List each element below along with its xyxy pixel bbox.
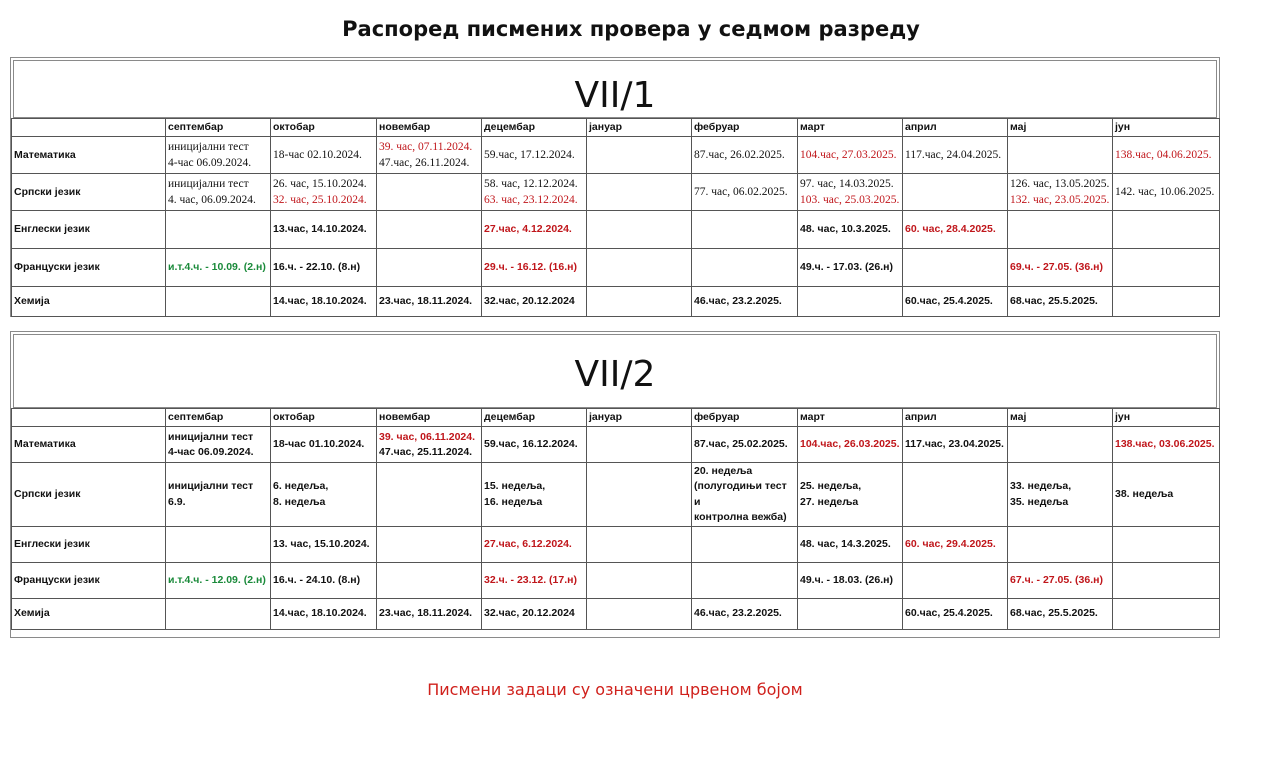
schedule-table	[11, 118, 1220, 317]
schedule-cell	[271, 211, 377, 249]
schedule-cell	[377, 174, 482, 211]
test-entry: иницијални тест	[168, 177, 249, 190]
subject-name: Хемија	[12, 287, 166, 317]
test-entry: 60.час, 25.4.2025.	[905, 607, 993, 620]
schedule-cell	[903, 427, 1008, 463]
test-entry: 4-час 06.09.2024.	[168, 445, 254, 458]
written-task-entry: 27.час, 4.12.2024.	[484, 223, 572, 236]
written-task-entry: 39. час, 07.11.2024.	[379, 140, 473, 153]
schedule-table	[11, 408, 1220, 630]
class-schedule-block	[10, 331, 1220, 638]
schedule-cell	[1008, 174, 1113, 211]
schedule-cell	[692, 249, 798, 287]
schedule-cell	[903, 137, 1008, 174]
schedule-cell	[1113, 211, 1220, 249]
month-header: децембар	[482, 409, 587, 427]
schedule-cell	[1113, 427, 1220, 463]
schedule-cell	[587, 211, 692, 249]
subject-name: Енглески језик	[12, 527, 166, 563]
subject-name: Српски језик	[12, 174, 166, 211]
schedule-cell	[1008, 137, 1113, 174]
schedule-cell	[692, 211, 798, 249]
test-entry: 48. час, 10.3.2025.	[800, 223, 891, 236]
test-entry: 4-час 06.09.2024.	[168, 157, 252, 170]
written-task-entry: 69.ч. - 27.05. (36.н)	[1010, 261, 1103, 274]
schedule-cell	[482, 427, 587, 463]
subject-row	[12, 287, 1220, 317]
schedule-cell	[166, 249, 271, 287]
written-task-entry: 29.ч. - 16.12. (16.н)	[484, 261, 577, 274]
schedule-cell	[271, 287, 377, 317]
test-entry: 117.час, 24.04.2025.	[905, 148, 1002, 161]
schedule-cell	[482, 599, 587, 630]
test-entry: 8. недеља	[273, 495, 326, 508]
schedule-cell	[1113, 249, 1220, 287]
schedule-cell	[166, 287, 271, 317]
subject-header-cell	[12, 409, 166, 427]
month-header: јун	[1113, 119, 1220, 137]
schedule-cell	[482, 287, 587, 317]
subject-row	[12, 137, 1220, 174]
schedule-cell	[377, 211, 482, 249]
test-entry: 25. недеља,	[800, 480, 862, 493]
subject-name: Математика	[12, 427, 166, 463]
month-header-row	[12, 119, 1220, 137]
schedule-cell	[1113, 599, 1220, 630]
schedule-cell	[166, 137, 271, 174]
month-header: септембар	[166, 119, 271, 137]
schedule-cell	[377, 599, 482, 630]
test-entry: 27. недеља	[800, 495, 859, 508]
test-entry: 47.час, 26.11.2024.	[379, 157, 470, 170]
test-entry: 47.час, 25.11.2024.	[379, 445, 473, 458]
schedule-cell	[587, 527, 692, 563]
schedule-cell	[482, 211, 587, 249]
schedule-cell	[1113, 174, 1220, 211]
schedule-cell	[587, 137, 692, 174]
test-entry: 16. недеља	[484, 495, 543, 508]
month-header: новембар	[377, 409, 482, 427]
test-entry: 14.час, 18.10.2024.	[273, 607, 367, 620]
subject-name: Енглески језик	[12, 211, 166, 249]
subject-header-cell	[12, 119, 166, 137]
schedule-cell	[798, 211, 903, 249]
schedule-cell	[1008, 563, 1113, 599]
legend-note: Писмени задаци су означени црвеном бојом	[427, 680, 803, 699]
test-entry: 48. час, 14.3.2025.	[800, 537, 891, 550]
schedule-cell	[166, 599, 271, 630]
subject-row	[12, 174, 1220, 211]
schedule-cell	[692, 427, 798, 463]
schedule-cell	[903, 463, 1008, 527]
schedule-cell	[1008, 427, 1113, 463]
schedule-cell	[798, 427, 903, 463]
test-entry: 46.час, 23.2.2025.	[694, 295, 782, 308]
test-entry: 38. недеља	[1115, 488, 1174, 501]
schedule-cell	[482, 527, 587, 563]
schedule-cell	[903, 211, 1008, 249]
subject-row	[12, 427, 1220, 463]
schedule-cell	[798, 599, 903, 630]
schedule-cell	[1008, 287, 1113, 317]
written-task-entry: 32.ч. - 23.12. (17.н)	[484, 573, 577, 586]
month-header: јун	[1113, 409, 1220, 427]
schedule-cell	[271, 563, 377, 599]
schedule-cell	[903, 563, 1008, 599]
schedule-cell	[166, 174, 271, 211]
month-header: септембар	[166, 409, 271, 427]
schedule-cell	[377, 427, 482, 463]
schedule-cell	[377, 463, 482, 527]
schedule-cell	[587, 249, 692, 287]
subject-row	[12, 249, 1220, 287]
schedule-cell	[903, 174, 1008, 211]
test-entry: 14.час, 18.10.2024.	[273, 295, 367, 308]
schedule-cell	[166, 427, 271, 463]
schedule-cell	[798, 563, 903, 599]
schedule-cell	[482, 563, 587, 599]
month-header: мај	[1008, 409, 1113, 427]
test-entry: 15. недеља,	[484, 480, 546, 493]
written-task-entry: 138.час, 04.06.2025.	[1115, 148, 1212, 161]
test-entry: 87.час, 25.02.2025.	[694, 438, 788, 451]
written-task-entry: 138.час, 03.06.2025.	[1115, 438, 1215, 451]
subject-row	[12, 463, 1220, 527]
schedule-cell	[692, 527, 798, 563]
test-entry: 59.час, 17.12.2024.	[484, 148, 575, 161]
month-header: март	[798, 119, 903, 137]
test-entry: 97. час, 14.03.2025.	[800, 177, 894, 190]
test-entry: 4. час, 06.09.2024.	[168, 194, 256, 207]
subject-name: Хемија	[12, 599, 166, 630]
subject-row	[12, 563, 1220, 599]
schedule-cell	[166, 463, 271, 527]
schedule-cell	[1008, 463, 1113, 527]
written-task-entry: 132. час, 23.05.2025.	[1010, 194, 1110, 207]
schedule-cell	[377, 287, 482, 317]
test-entry: 77. час, 06.02.2025.	[694, 185, 788, 198]
subject-row	[12, 211, 1220, 249]
schedule-cell	[692, 463, 798, 527]
test-entry: иницијални тест	[168, 430, 254, 443]
schedule-cell	[798, 463, 903, 527]
written-task-entry: 103. час, 25.03.2025.	[800, 194, 900, 207]
schedule-cell	[587, 427, 692, 463]
subject-name: Француски језик	[12, 563, 166, 599]
schedule-cell	[377, 137, 482, 174]
month-header: јануар	[587, 409, 692, 427]
schedule-cell	[166, 527, 271, 563]
page-title: Распоред писмених провера у седмом разреду	[342, 17, 920, 41]
schedule-cell	[377, 527, 482, 563]
test-entry: 18-час 02.10.2024.	[273, 148, 362, 161]
schedule-cell	[1008, 211, 1113, 249]
month-header: мај	[1008, 119, 1113, 137]
test-entry: 23.час, 18.11.2024.	[379, 607, 473, 620]
month-header-row	[12, 409, 1220, 427]
test-entry: 16.ч. - 22.10. (8.н)	[273, 261, 361, 274]
schedule-cell	[1113, 463, 1220, 527]
test-entry: 60.час, 25.4.2025.	[905, 295, 993, 308]
schedule-cell	[692, 174, 798, 211]
test-entry: 87.час, 26.02.2025.	[694, 148, 785, 161]
schedule-cell	[587, 599, 692, 630]
class-schedule-block	[10, 57, 1220, 317]
schedule-cell	[587, 563, 692, 599]
schedule-cell	[1008, 527, 1113, 563]
month-header: октобар	[271, 409, 377, 427]
schedule-cell	[166, 211, 271, 249]
schedule-cell	[271, 527, 377, 563]
test-entry: 46.час, 23.2.2025.	[694, 607, 782, 620]
schedule-cell	[587, 287, 692, 317]
test-entry: 58. час, 12.12.2024.	[484, 177, 578, 190]
test-entry: 32.час, 20.12.2024	[484, 607, 575, 620]
schedule-cell	[166, 563, 271, 599]
schedule-cell	[1008, 599, 1113, 630]
test-entry: 33. недеља,	[1010, 480, 1072, 493]
schedule-cell	[587, 463, 692, 527]
schedule-cell	[903, 249, 1008, 287]
test-entry: 68.час, 25.5.2025.	[1010, 295, 1098, 308]
test-entry: 142. час, 10.06.2025.	[1115, 185, 1215, 198]
test-entry: иницијални тест 6.9.	[168, 480, 254, 508]
test-entry: 35. недеља	[1010, 495, 1069, 508]
initial-test-entry: и.т.4.ч. - 10.09. (2.н)	[168, 261, 266, 274]
schedule-cell	[271, 249, 377, 287]
class-heading: VII/1	[13, 60, 1217, 118]
month-header: март	[798, 409, 903, 427]
subject-row	[12, 527, 1220, 563]
schedule-cell	[798, 287, 903, 317]
test-entry: 13. час, 15.10.2024.	[273, 537, 370, 550]
schedule-cell	[271, 599, 377, 630]
schedule-cell	[271, 427, 377, 463]
written-task-entry: 32. час, 25.10.2024.	[273, 194, 367, 207]
initial-test-entry: и.т.4.ч. - 12.09. (2.н)	[168, 573, 266, 586]
test-entry: 117.час, 23.04.2025.	[905, 438, 1004, 451]
schedule-cell	[798, 249, 903, 287]
written-task-entry: 104.час, 27.03.2025.	[800, 148, 897, 161]
subject-name: Француски језик	[12, 249, 166, 287]
month-header: април	[903, 119, 1008, 137]
written-task-entry: 60. час, 28.4.2025.	[905, 223, 996, 236]
subject-name: Математика	[12, 137, 166, 174]
test-entry: иницијални тест	[168, 140, 249, 153]
month-header: фебруар	[692, 409, 798, 427]
schedule-cell	[587, 174, 692, 211]
schedule-cell	[482, 463, 587, 527]
written-task-entry: 67.ч. - 27.05. (36.н)	[1010, 573, 1103, 586]
schedule-cell	[903, 599, 1008, 630]
written-task-entry: 39. час, 06.11.2024.	[379, 430, 476, 443]
test-entry: 68.час, 25.5.2025.	[1010, 607, 1098, 620]
schedule-cell	[1113, 527, 1220, 563]
test-entry: контролна вежба)	[694, 510, 787, 523]
test-entry: 59.час, 16.12.2024.	[484, 438, 578, 451]
written-task-entry: 104.час, 26.03.2025.	[800, 438, 900, 451]
test-entry: 13.час, 14.10.2024.	[273, 223, 367, 236]
test-entry: 49.ч. - 18.03. (26.н)	[800, 573, 893, 586]
month-header: октобар	[271, 119, 377, 137]
test-entry: 23.час, 18.11.2024.	[379, 295, 473, 308]
written-task-entry: 60. час, 29.4.2025.	[905, 537, 996, 550]
subject-row	[12, 599, 1220, 630]
test-entry: 126. час, 13.05.2025.	[1010, 177, 1110, 190]
schedule-cell	[798, 137, 903, 174]
schedule-cell	[271, 174, 377, 211]
test-entry: 18-час 01.10.2024.	[273, 438, 365, 451]
month-header: јануар	[587, 119, 692, 137]
month-header: децембар	[482, 119, 587, 137]
subject-name: Српски језик	[12, 463, 166, 527]
test-entry: 32.час, 20.12.2024	[484, 295, 575, 308]
schedule-cell	[271, 463, 377, 527]
month-header: април	[903, 409, 1008, 427]
schedule-cell	[692, 563, 798, 599]
test-entry: 6. недеља,	[273, 480, 329, 493]
schedule-cell	[377, 249, 482, 287]
schedule-cell	[271, 137, 377, 174]
class-heading: VII/2	[13, 334, 1217, 408]
schedule-cell	[1113, 137, 1220, 174]
written-task-entry: 27.час, 6.12.2024.	[484, 537, 572, 550]
schedule-cell	[798, 527, 903, 563]
schedule-cell	[482, 137, 587, 174]
test-entry: 26. час, 15.10.2024.	[273, 177, 367, 190]
schedule-cell	[1113, 287, 1220, 317]
month-header: новембар	[377, 119, 482, 137]
test-entry: 49.ч. - 17.03. (26.н)	[800, 261, 893, 274]
schedule-cell	[482, 249, 587, 287]
schedule-cell	[798, 174, 903, 211]
schedule-cell	[692, 137, 798, 174]
schedule-cell	[903, 527, 1008, 563]
schedule-cell	[1113, 563, 1220, 599]
written-task-entry: 63. час, 23.12.2024.	[484, 194, 578, 207]
schedule-cell	[692, 287, 798, 317]
schedule-cell	[1008, 249, 1113, 287]
test-entry: 16.ч. - 24.10. (8.н)	[273, 573, 361, 586]
test-entry: (полугодињи тест и	[694, 480, 787, 508]
schedule-cell	[482, 174, 587, 211]
test-entry: 20. недеља	[694, 465, 753, 478]
month-header: фебруар	[692, 119, 798, 137]
schedule-cell	[903, 287, 1008, 317]
schedule-cell	[692, 599, 798, 630]
schedule-cell	[377, 563, 482, 599]
